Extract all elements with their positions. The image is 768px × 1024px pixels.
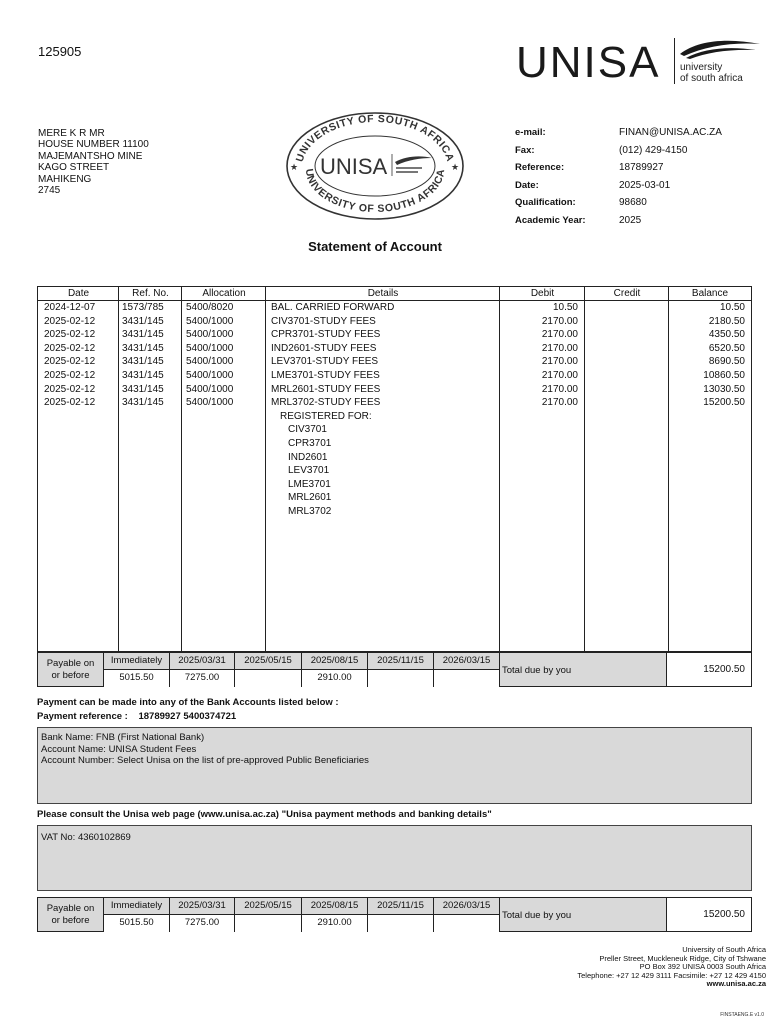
payable-schedule: [37, 897, 752, 932]
payable-date: 2025/11/15: [368, 653, 434, 670]
address-line: MERE K R MR: [38, 128, 105, 139]
cell-alloc: 5400/1000: [186, 370, 234, 381]
cell-ref: 3431/145: [122, 315, 164, 327]
total-due-amount: 15200.50: [703, 664, 745, 675]
cell-date: 2025-02-12: [44, 329, 96, 341]
payable-date: Immediately: [104, 653, 170, 670]
payable-amount: 5015.50: [104, 915, 170, 932]
consult-note: Please consult the Unisa web page (www.unisa.ac.za) "Unisa payment methods and banking details": [37, 809, 492, 820]
footer-website: www.unisa.ac.za: [706, 979, 766, 989]
cell-ref: 3431/145: [122, 329, 164, 341]
logo-divider: [674, 38, 675, 84]
address-line: HOUSE NUMBER 11100: [38, 139, 149, 151]
header-credit: Credit: [613, 288, 641, 299]
payable-schedule: [37, 652, 752, 687]
info-row-qualification: [515, 197, 722, 215]
payable-amount: [434, 915, 500, 932]
address-line: KAGO STREET: [38, 162, 110, 174]
logo-sub-line: university: [680, 62, 723, 73]
cell-details: LME3701-STUDY FEES: [271, 370, 380, 381]
payable-date: 2025/08/15: [302, 653, 368, 670]
info-label: Date:: [515, 179, 539, 191]
cell-balance: 13030.50: [703, 383, 745, 395]
cell-alloc: 5400/1000: [186, 356, 234, 368]
column-credit: [585, 287, 669, 651]
info-value: 2025-03-01: [619, 179, 671, 191]
cell-date: 2024-12-07: [44, 302, 96, 313]
payable-date: 2025/03/31: [170, 898, 235, 915]
header-debit: Debit: [530, 288, 555, 299]
cell-details: CIV3701-STUDY FEES: [271, 315, 376, 327]
payable-amount: 2910.00: [302, 915, 368, 932]
payable-date: 2025/03/31: [170, 653, 235, 670]
registered-module: LME3701: [288, 478, 331, 490]
cell-alloc: 5400/1000: [186, 383, 234, 395]
statement-table: [37, 286, 752, 652]
cell-alloc: 5400/1000: [186, 342, 234, 354]
cell-alloc: 5400/1000: [186, 315, 234, 327]
info-row-date: [515, 180, 722, 198]
bank-line: Account Number: Select Unisa on the list of pre-approved Public Beneficiaries: [41, 755, 369, 766]
vat-box: [37, 825, 752, 891]
vat-number: VAT No: 4360102869: [41, 832, 131, 843]
university-seal-stamp: [284, 110, 466, 222]
total-due-label: Total due by you: [499, 653, 667, 686]
cell-date: 2025-02-12: [44, 315, 96, 327]
payable-label: [38, 898, 104, 931]
payable-amount: 5015.50: [104, 670, 170, 687]
logo-swoosh-icon: [678, 36, 762, 60]
payable-date: 2025/08/15: [302, 898, 368, 915]
info-row-fax: [515, 145, 722, 163]
cell-ref: 3431/145: [122, 356, 164, 368]
payable-label-line: Payable on: [46, 658, 95, 669]
cell-details: MRL2601-STUDY FEES: [271, 383, 381, 395]
info-label: e-mail:: [515, 127, 546, 138]
info-label: Academic Year:: [515, 214, 586, 226]
payable-amount: [368, 915, 434, 932]
cell-details: MRL3702-STUDY FEES: [271, 397, 381, 409]
payable-date: 2025/05/15: [235, 898, 302, 915]
form-code: FINSTAENG.E v1.0: [720, 1012, 764, 1018]
logo-wordmark: UNISA: [516, 38, 661, 87]
bank-line: Bank Name: FNB (First National Bank): [41, 732, 205, 743]
svg-text:★: ★: [451, 162, 460, 172]
address-line: MAJEMANTSHO MINE: [38, 150, 143, 162]
seal-ring-text: UNIVERSITY OF SOUTH AFRICA: [293, 112, 457, 164]
payable-label-line: Payable on: [46, 903, 95, 914]
info-row-email: [515, 127, 722, 145]
footer-address: [466, 946, 766, 989]
logo-sub-line: of south africa: [680, 73, 743, 84]
cell-debit: 10.50: [552, 302, 578, 313]
cell-date: 2025-02-12: [44, 356, 96, 368]
payable-date: 2026/03/15: [434, 898, 500, 915]
cell-ref: 3431/145: [122, 397, 164, 409]
header-balance: Balance: [691, 288, 729, 299]
total-due-amount: 15200.50: [703, 909, 745, 920]
payable-date: 2026/03/15: [434, 653, 500, 670]
cell-ref: 1573/785: [122, 302, 164, 313]
footer-line: Preller Street, Muckleneuk Ridge, City of Tshwane: [599, 953, 766, 963]
registered-module: MRL2601: [288, 492, 332, 504]
payable-label-line: or before: [51, 670, 90, 681]
payment-reference-label: Payment reference :: [37, 711, 128, 722]
payable-amount: [434, 670, 500, 687]
payable-amount: 7275.00: [170, 915, 235, 932]
header-details: Details: [367, 288, 399, 299]
info-value: 98680: [619, 197, 647, 208]
cell-balance: 15200.50: [703, 397, 745, 409]
payable-label: [38, 653, 104, 686]
cell-balance: 2180.50: [708, 315, 745, 327]
payment-reference-value: 18789927 5400374721: [138, 711, 237, 722]
cell-debit: 2170.00: [541, 383, 578, 395]
footer-line: PO Box 392 UNISA 0003 South Africa: [639, 962, 766, 972]
registered-module: IND2601: [288, 451, 328, 463]
seal-wordmark: UNISA: [320, 154, 388, 179]
cell-date: 2025-02-12: [44, 397, 96, 409]
cell-balance: 8690.50: [708, 356, 745, 368]
seal-ring-text: UNIVERSITY OF SOUTH AFRICA: [302, 168, 448, 216]
payment-reference: [37, 711, 236, 722]
cell-details: CPR3701-STUDY FEES: [271, 329, 381, 341]
info-value: (012) 429-4150: [619, 144, 688, 156]
info-row-reference: [515, 162, 722, 180]
address-line: 2745: [38, 185, 61, 197]
cell-details: LEV3701-STUDY FEES: [271, 356, 379, 368]
payable-amount: [235, 915, 302, 932]
cell-debit: 2170.00: [541, 329, 578, 341]
cell-balance: 6520.50: [708, 342, 745, 354]
cell-debit: 2170.00: [541, 315, 578, 327]
registered-for-label: REGISTERED FOR:: [280, 410, 372, 422]
cell-ref: 3431/145: [122, 342, 164, 354]
cell-details: IND2601-STUDY FEES: [271, 342, 377, 354]
info-label: Fax:: [515, 144, 535, 156]
cell-debit: 2170.00: [541, 397, 578, 409]
info-value: 18789927: [619, 162, 664, 173]
payable-amount: [235, 670, 302, 687]
cell-date: 2025-02-12: [44, 370, 96, 381]
header-allocation: Allocation: [202, 288, 246, 299]
cell-debit: 2170.00: [541, 342, 578, 354]
cell-date: 2025-02-12: [44, 342, 96, 354]
document-number: 125905: [38, 44, 82, 59]
info-value: FINAN@UNISA.AC.ZA: [619, 127, 722, 138]
payable-amount: 7275.00: [170, 670, 235, 687]
logo-subtitle: [680, 62, 743, 84]
payable-date: Immediately: [104, 898, 170, 915]
payable-amount: 2910.00: [302, 670, 368, 687]
cell-alloc: 5400/1000: [186, 329, 234, 341]
header-ref: Ref. No.: [132, 288, 169, 299]
registered-module: CIV3701: [288, 424, 327, 436]
total-due-label: Total due by you: [499, 898, 667, 931]
svg-text:★: ★: [290, 162, 299, 172]
info-value: 2025: [619, 214, 642, 226]
cell-ref: 3431/145: [122, 383, 164, 395]
statement-title: Statement of Account: [308, 239, 442, 254]
cell-date: 2025-02-12: [44, 383, 96, 395]
recipient-address: [38, 128, 149, 196]
cell-balance: 4350.50: [708, 329, 745, 341]
info-label: Reference:: [515, 162, 565, 173]
bank-line: Account Name: UNISA Student Fees: [41, 743, 197, 755]
cell-alloc: 5400/1000: [186, 397, 234, 409]
cell-balance: 10.50: [719, 302, 745, 313]
footer-line: Telephone: +27 12 429 3111 Facsimile: +27 12 429 4150: [577, 970, 766, 980]
header-date: Date: [67, 288, 90, 299]
payable-label-line: or before: [51, 915, 90, 926]
info-label: Qualification:: [515, 197, 576, 208]
footer-line: University of South Africa: [682, 945, 766, 954]
cell-ref: 3431/145: [122, 370, 164, 381]
address-line: MAHIKENG: [38, 173, 92, 185]
payable-date: 2025/05/15: [235, 653, 302, 670]
payment-note: Payment can be made into any of the Bank Accounts listed below :: [37, 697, 339, 708]
cell-alloc: 5400/8020: [186, 302, 234, 313]
registered-module: CPR3701: [288, 438, 332, 449]
cell-debit: 2170.00: [541, 356, 578, 368]
cell-details: BAL. CARRIED FORWARD: [271, 302, 395, 313]
bank-details-box: [37, 727, 752, 804]
cell-balance: 10860.50: [703, 370, 745, 381]
payable-date: 2025/11/15: [368, 898, 434, 915]
payable-amount: [368, 670, 434, 687]
unisa-logo: [512, 34, 762, 90]
registered-module: MRL3702: [288, 506, 332, 517]
cell-debit: 2170.00: [541, 370, 578, 381]
registered-module: LEV3701: [288, 465, 330, 477]
account-info: [515, 127, 722, 232]
info-row-academic-year: [515, 215, 722, 233]
